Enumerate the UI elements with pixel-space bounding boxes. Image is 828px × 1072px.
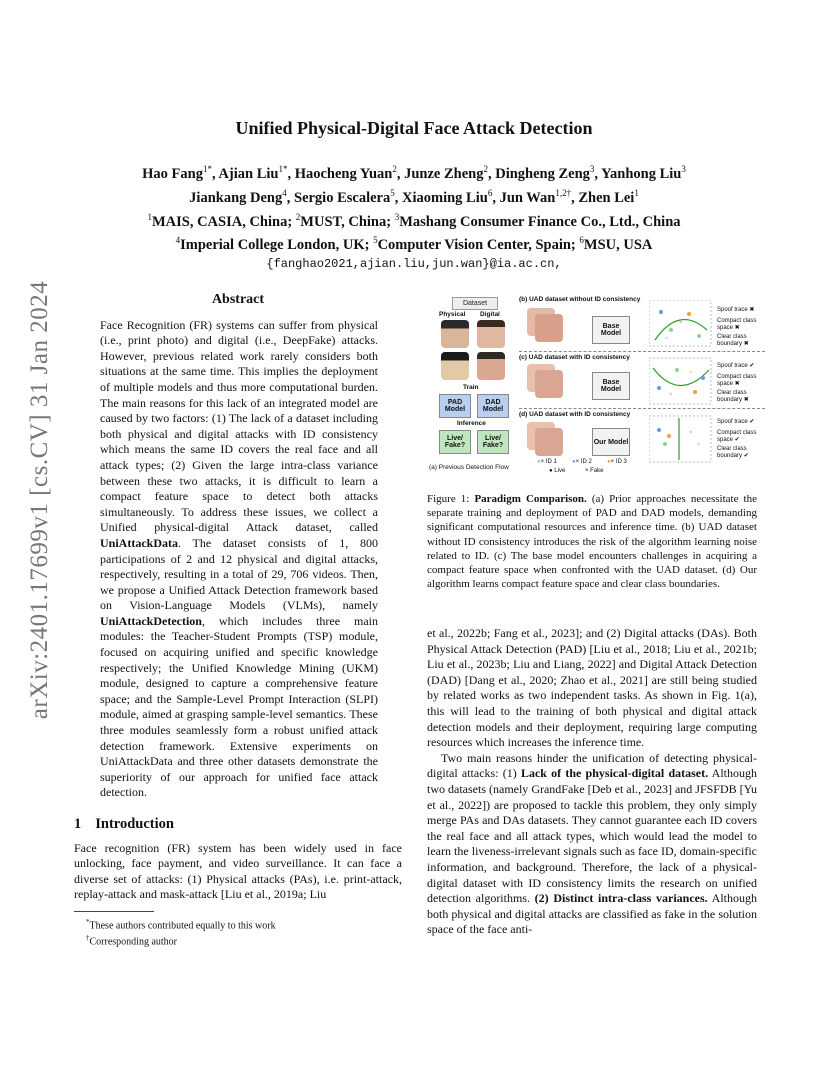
author-line-2: Jiankang Deng$^4$, Sergio Escalera$^5$, Xiaoming Liu$^6$, Jun Wan$^{1,2\dagger}$, Zhen Lei$^1$ bbox=[189, 187, 639, 206]
legend-id3: ●× ID 3 bbox=[607, 459, 627, 465]
author-name: Jun Wan$^{1,2\dagger}$ bbox=[499, 187, 572, 206]
right-paragraph-1: et al., 2022b; Fang et al., 2023]; and (2) Digital attacks (DAs). Both Physical Attack Detection (PAD) [Liu et al., 2018; Liu et al., 2021b; Liu et al., 2023b; Liu and Liang, 2022] and Digital Attack Detection (DAD) [Dang et al., 2020; Zhao et al., 2021] are still being studied by related works as two independent tasks. As shown in Fig. 1(a), this will lead to the training of both physical and digital attack detection models and their deployment, requiring large computing resources which increases the inference time. bbox=[427, 626, 757, 750]
panel-c-base-model: Base Model bbox=[592, 372, 630, 400]
svg-text:×: × bbox=[679, 320, 683, 326]
arxiv-id: arXiv:2401.17699v1 [cs.CV] 31 Jan 2024 bbox=[26, 280, 53, 720]
c-spoof-trace: Spoof trace ✔ bbox=[717, 363, 755, 369]
scatter-c bbox=[649, 358, 711, 404]
author-line-1: Hao Fang$^{1*}$, Ajian Liu$^{1*}$, Haocheng Yuan$^2$, Junze Zheng$^2$, Dingheng Zeng$^3$, Yanhong Liu$^3$ bbox=[142, 164, 686, 182]
author-email: {fanghao2021,ajian.liu,jun.wan}@ia.ac.cn, bbox=[266, 257, 562, 272]
b-compact: Compact class space ✖ bbox=[717, 318, 757, 331]
paper-title: Unified Physical-Digital Face Attack Detection bbox=[235, 118, 593, 138]
digital-label: Digital bbox=[480, 311, 500, 318]
svg-text:×: × bbox=[665, 336, 669, 342]
physical-label: Physical bbox=[439, 311, 466, 318]
divider-bc bbox=[519, 351, 765, 352]
c-clear: Clear class boundary ✖ bbox=[717, 390, 749, 403]
footnote-rule bbox=[74, 911, 154, 912]
inference-label: Inference bbox=[457, 420, 486, 427]
author-name: Xiaoming Liu$^6$ bbox=[402, 187, 493, 206]
section-heading-intro: 1 Introduction bbox=[74, 816, 174, 832]
arxiv-sidebar bbox=[20, 280, 60, 720]
author-name: Hao Fang$^{1*}$ bbox=[142, 164, 212, 182]
dataset-label: Dataset bbox=[452, 297, 498, 310]
author-name: Ajian Liu$^{1*}$ bbox=[218, 164, 288, 182]
scatter-b bbox=[649, 300, 711, 346]
author-name: Junze Zheng$^2$ bbox=[404, 164, 488, 182]
panel-b-base-model: Base Model bbox=[592, 316, 630, 344]
right-column bbox=[427, 626, 757, 938]
svg-text:×: × bbox=[689, 370, 693, 376]
author-name: Jiankang Deng$^4$ bbox=[189, 187, 287, 206]
footnote-1: *These authors contributed equally to this work bbox=[86, 917, 276, 932]
left-column bbox=[74, 292, 402, 949]
legend-fake: × Fake bbox=[585, 468, 604, 474]
scatter-d bbox=[649, 416, 711, 462]
train-label: Train bbox=[463, 384, 479, 391]
right-paragraph-2: Two main reasons hinder the unification of detecting physical-digital attacks: (1) Lack of the physical-digital dataset. Although two datasets (namely GrandFake [Deb et al., 2023] and JFSFDB [Yu et al., 2022]) are proposed to tackle this problem, they only simply merge PAs and DAs datasets. They cannot guarantee each ID covers the real face and all attack types, which would lead the model to learn the liveness-irrelevant signals such as face ID, domain-specific information, and background. Therefore, the lack of a physical-digital dataset with ID consistency limits the research on unified detection algorithms. (2) Distinct intra-class variances. Although both physical and digital attacks are classified as fake in the solution space of the face anti- bbox=[427, 750, 758, 937]
c-compact: Compact class space ✖ bbox=[717, 374, 757, 387]
author-name: Dingheng Zeng$^3$ bbox=[495, 164, 595, 182]
live-fake-left: Live/ Fake? bbox=[439, 430, 471, 454]
intro-paragraph: Face recognition (FR) system has been widely used in face unlocking, face payment, and video surveillance. It can face a diverse set of attacks: (1) Physical attacks (PAs), i.e. print-attack, replay-attack and mask-attack [Liu et al., 2019a; Liu bbox=[74, 840, 402, 902]
affiliation-line-1: $^1$MAIS, CASIA, China; $^2$MUST, China; $^3$Mashang Consumer Finance Co., Ltd., China bbox=[147, 211, 681, 230]
panel-d-our-model: Our Model bbox=[592, 428, 630, 456]
feature-space-plots bbox=[649, 300, 715, 466]
author-name: Haocheng Yuan$^2$ bbox=[294, 164, 397, 182]
panel-c-label: (c) UAD dataset with ID consistency bbox=[519, 354, 630, 361]
panel-d-face-2 bbox=[535, 428, 563, 456]
legend-live: ● Live bbox=[549, 468, 566, 474]
digital-face-2 bbox=[477, 352, 505, 380]
author-block bbox=[80, 160, 748, 274]
d-spoof-trace: Spoof trace ✔ bbox=[717, 419, 755, 425]
panel-d-label: (d) UAD dataset with ID consistency bbox=[519, 411, 631, 418]
footnote-2: †Corresponding author bbox=[86, 934, 177, 948]
legend-id2: ●× ID 2 bbox=[572, 459, 592, 465]
abstract-body: Face Recognition (FR) systems can suffer from physical (i.e., print photo) and digital (i.e., DeepFake) attacks. However, previous related work rarely considers both situations at the same time. This implies the deployment of multiple models and thus more computational burden. The main reasons for this lack of an integrated model are caused by two factors: (1) The lack of a dataset including both physical and digital attacks with ID consistency which means the same ID covers the real face and all attack types; (2) Given the large intra-class variance between these two attacks, it is difficult to learn a compact feature space to detect both attacks simultaneously. To address these issues, we collect a Unified physical-digital Attack dataset, called UniAttackData. The dataset consists of 1, 800 participations of 2 and 12 physical and digital attacks, respectively, resulting in a total of 29, 706 videos. Then, we propose a Unified Attack Detection framework based on Vision-Language Models (VLMs), namely UniAttackDetection, which includes three main modules: the Teacher-Student Prompts (TSP) module, focused on acquiring unified and specific knowledge respectively; the Unified Knowledge Mining (UKM) module, designed to capture a comprehensive feature space; and the Sample-Level Prompt Interaction (SLPI) module, aimed at grasping sample-level semantics. These three modules seamlessly form a robust unified attack detection framework. Extensive experiments on UniAttackData and three other datasets demonstrate the superiority of our approach for unified face attack detection. bbox=[100, 317, 378, 800]
d-compact: Compact class space ✔ bbox=[717, 430, 757, 443]
abstract-heading: Abstract bbox=[211, 292, 265, 307]
physical-face-2 bbox=[441, 352, 469, 380]
svg-text:×: × bbox=[689, 430, 693, 436]
panel-a-label: (a) Previous Detection Flow bbox=[429, 464, 509, 471]
digital-face-1 bbox=[477, 320, 505, 348]
author-name: Yanhong Liu$^3$ bbox=[601, 164, 686, 182]
author-name: Sergio Escalera$^5$ bbox=[294, 187, 395, 206]
dad-model-box: DAD Model bbox=[477, 394, 509, 418]
figure-caption: Figure 1: Paradigm Comparison. (a) Prior approaches necessitate the separate training and deployment of PAD and DAD models, demanding significant computational resources and inference time. (b) UAD dataset without ID consistency introduces the risk of the algorithm learning noise related to ID. (c) The base model encounters challenges in acquiring a compact feature space when confronted with the UAD dataset. (d) Our algorithm learns compact feature space and clear class boundaries. bbox=[427, 493, 757, 591]
panel-c-face-2 bbox=[535, 370, 563, 398]
svg-text:×: × bbox=[697, 442, 701, 448]
live-fake-right: Live/ Fake? bbox=[477, 430, 509, 454]
b-spoof-trace: Spoof trace ✖ bbox=[717, 307, 755, 313]
panel-b-face-2 bbox=[535, 314, 563, 342]
d-clear: Clear class boundary ✔ bbox=[717, 446, 749, 459]
b-clear: Clear class boundary ✖ bbox=[717, 334, 749, 347]
author-name: Zhen Lei$^1$ bbox=[578, 187, 639, 206]
svg-text:×: × bbox=[669, 392, 673, 398]
legend-id1: ●× ID 1 bbox=[537, 459, 557, 465]
affiliation-line-2: $^4$Imperial College London, UK; $^5$Computer Vision Center, Spain; $^6$MSU, USA bbox=[175, 235, 653, 254]
divider-cd bbox=[519, 408, 765, 409]
physical-face-1 bbox=[441, 320, 469, 348]
pad-model-box: PAD Model bbox=[439, 394, 471, 418]
figure-1 bbox=[427, 296, 765, 476]
panel-b-label: (b) UAD dataset without ID consistency bbox=[519, 296, 641, 303]
